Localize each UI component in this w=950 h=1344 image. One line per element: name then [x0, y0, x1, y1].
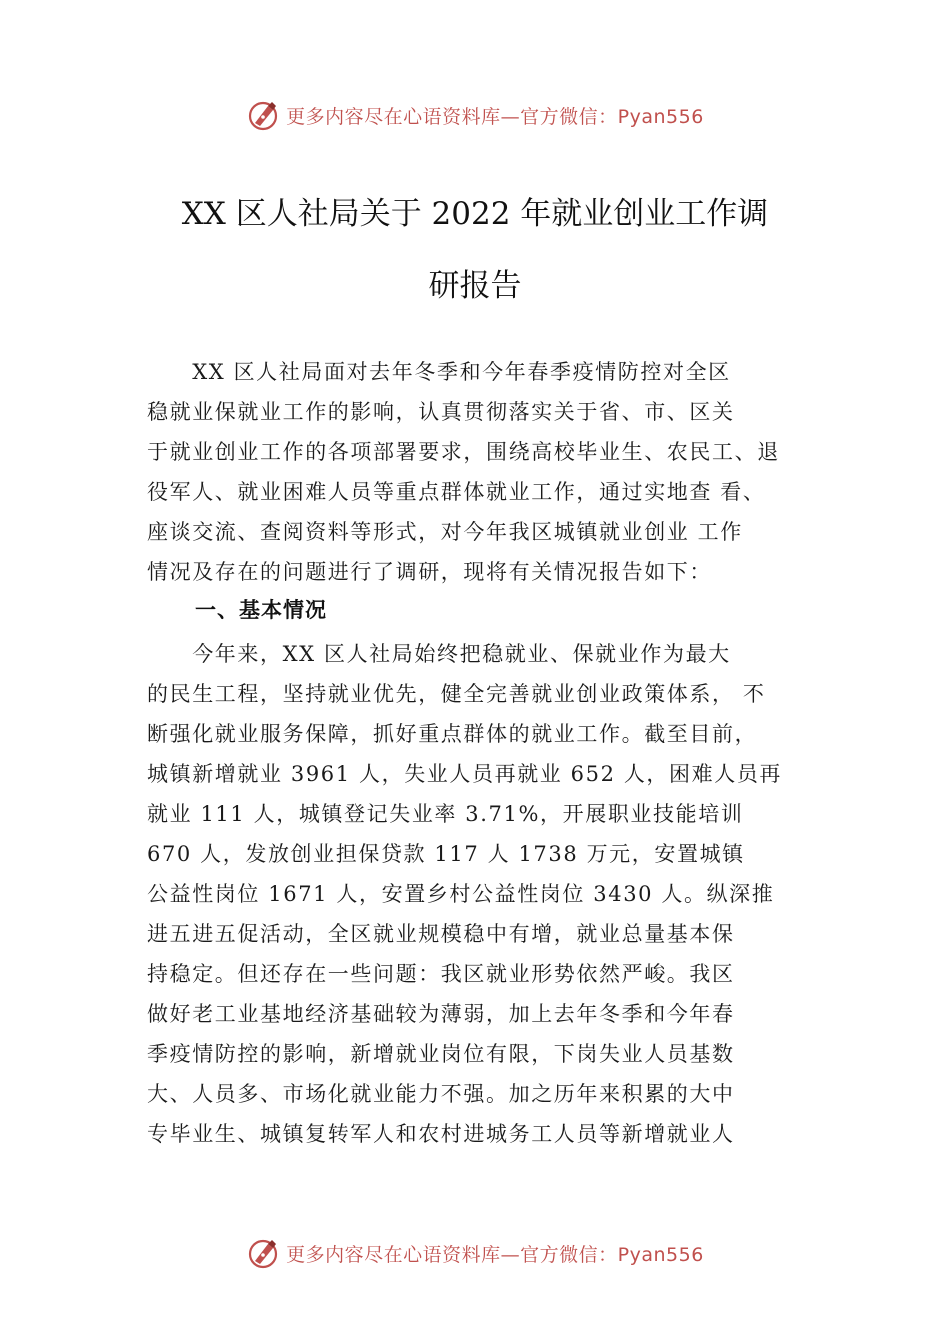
- paragraph-line: 断强化就业服务保障，抓好重点群体的就业工作。截至目前，: [147, 722, 758, 746]
- paragraph-line: 专毕业生、城镇复转军人和农村进城务工人员等新增就业人: [147, 1122, 735, 1146]
- banner-label: 更多内容尽在心语资料库—官方微信：: [286, 1243, 618, 1266]
- banner-text: [286, 1240, 704, 1267]
- paragraph-line: 持稳定。但还存在一些问题：我区就业形势依然严峻。我区: [147, 962, 735, 986]
- paragraph-line: 城镇新增就业 3961 人，失业人员再就业 652 人，困难人员再: [147, 762, 783, 786]
- paragraph-line: 情况及存在的问题进行了调研，现将有关情况报告如下：: [147, 560, 712, 584]
- paragraph-line: 役军人、就业困难人员等重点群体就业工作，通过实地查 看、: [147, 480, 766, 504]
- paragraph-line: 进五进五促活动，全区就业规模稳中有增，就业总量基本保: [147, 922, 735, 946]
- title-line-1: XX 区人社局关于 2022 年就业创业工作调: [181, 196, 769, 232]
- banner-wechat-id: Pyan556: [617, 1243, 704, 1266]
- title-line-2: 研报告: [428, 268, 522, 304]
- banner-wechat-id: Pyan556: [617, 105, 704, 128]
- pen-nib-logo-icon: [246, 1236, 280, 1270]
- pen-nib-logo-icon: [246, 98, 280, 132]
- paragraph-line: 座谈交流、查阅资料等形式，对今年我区城镇就业创业 工作: [147, 520, 743, 544]
- footer-watermark-banner: [0, 1233, 950, 1273]
- header-watermark-banner: [0, 95, 950, 135]
- paragraph-line: 于就业创业工作的各项部署要求，围绕高校毕业生、农民工、退: [147, 440, 780, 464]
- banner-text: [286, 102, 704, 129]
- paragraph-line: 做好老工业基地经济基础较为薄弱，加上去年冬季和今年春: [147, 1002, 735, 1026]
- intro-paragraph: [147, 352, 837, 592]
- paragraph-line: 大、人员多、市场化就业能力不强。加之历年来积累的大中: [147, 1082, 735, 1106]
- paragraph-line: 的民生工程，坚持就业优先，健全完善就业创业政策体系， 不: [147, 682, 766, 706]
- paragraph-line: 稳就业保就业工作的影响，认真贯彻落实关于省、市、区关: [147, 400, 735, 424]
- section-heading: 一、基本情况: [195, 598, 327, 622]
- document-title: [100, 178, 850, 322]
- banner-label: 更多内容尽在心语资料库—官方微信：: [286, 105, 618, 128]
- paragraph-line: 670 人，发放创业担保贷款 117 人 1738 万元，安置城镇: [147, 842, 745, 866]
- paragraph-line: 就业 111 人，城镇登记失业率 3.71%，开展职业技能培训: [147, 802, 744, 826]
- section1-paragraph: [147, 634, 837, 1154]
- paragraph-line: 今年来，XX 区人社局始终把稳就业、保就业作为最大: [147, 642, 731, 666]
- paragraph-line: 季疫情防控的影响，新增就业岗位有限，下岗失业人员基数: [147, 1042, 735, 1066]
- paragraph-line: 公益性岗位 1671 人，安置乡村公益性岗位 3430 人。纵深推: [147, 882, 775, 906]
- paragraph-line: XX 区人社局面对去年冬季和今年春季疫情防控对全区: [147, 360, 731, 384]
